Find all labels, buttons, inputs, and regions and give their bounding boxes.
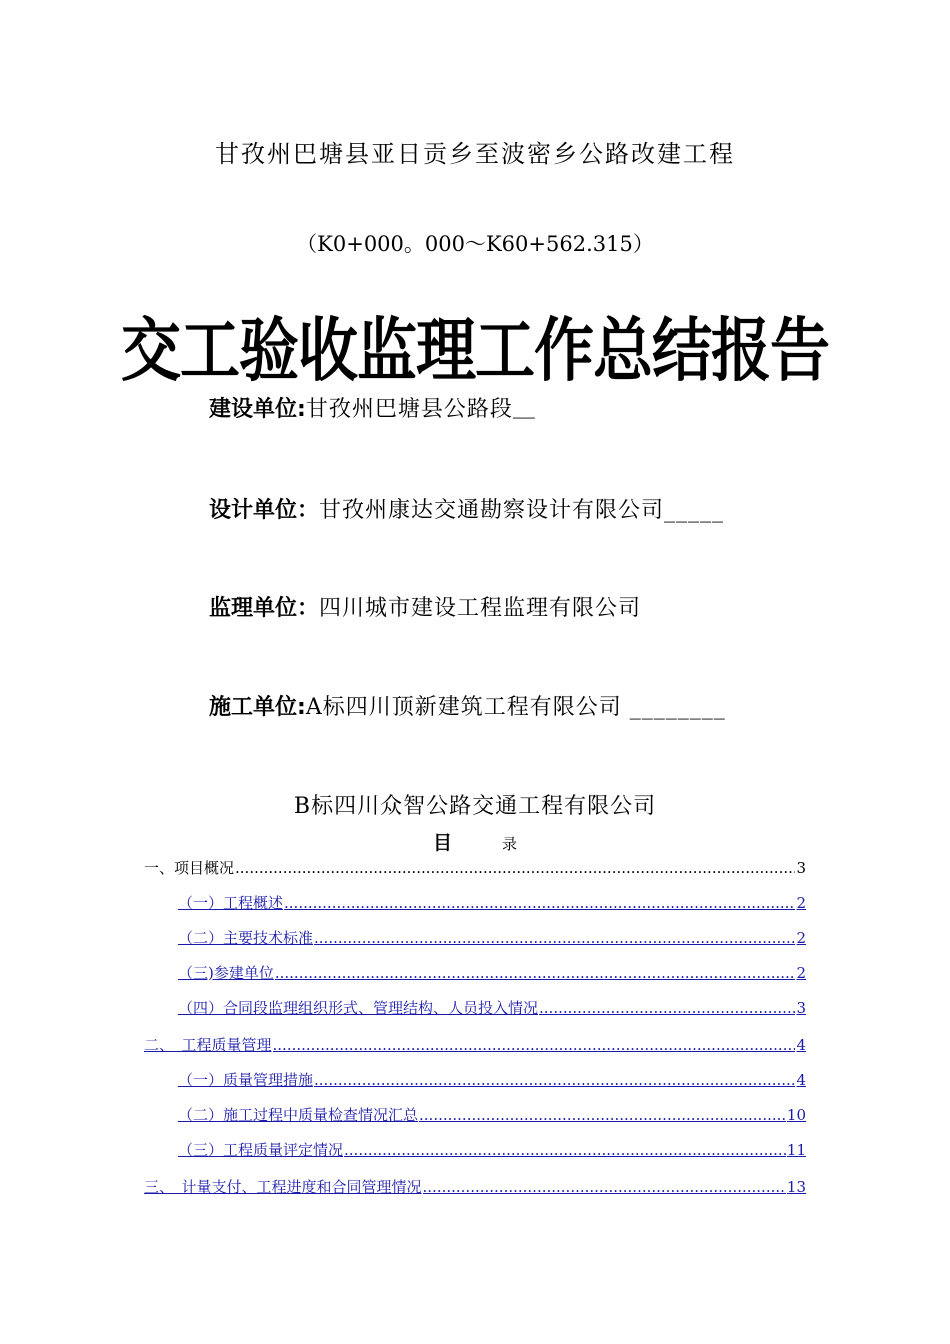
toc-entry-page: 2	[796, 964, 806, 982]
supervision-unit-row	[209, 591, 641, 622]
toc-entry-text: （一）质量管理措施	[178, 1071, 314, 1089]
design-unit-row	[209, 493, 724, 524]
toc-entry-text: （二）主要技术标准	[178, 929, 314, 947]
design-unit-label: 设计单位：	[209, 498, 320, 523]
toc-entry-page: 11	[786, 1141, 806, 1159]
toc-entry-1[interactable]	[144, 857, 806, 877]
build-unit-label: 建设单位:	[209, 397, 306, 422]
design-unit-value: 甘孜州康达交通勘察设计有限公司_____	[319, 498, 725, 523]
toc-entry-2-3[interactable]	[178, 1139, 806, 1159]
toc-entry-text: 二、 工程质量管理	[144, 1036, 272, 1054]
toc-entry-1-3[interactable]	[178, 962, 806, 982]
report-title: 交工验收监理工作总结报告	[121, 310, 829, 392]
toc-entry-1-1[interactable]	[178, 892, 806, 912]
toc-entry-text: （一）工程概述	[178, 894, 284, 912]
toc-entry-page: 3	[796, 859, 806, 877]
toc-entry-page: 13	[786, 1178, 806, 1196]
build-unit-value: 甘孜州巴塘县公路段＿	[305, 397, 536, 422]
toc-entry-2-2[interactable]	[178, 1104, 806, 1124]
toc-entry-text: （三）工程质量评定情况	[178, 1141, 344, 1159]
toc-title-sub: 录	[502, 835, 518, 853]
toc-entry-text: 三、 计量支付、工程进度和合同管理情况	[144, 1178, 422, 1196]
supervision-unit-label: 监理单位：	[209, 596, 320, 621]
toc-entry-page: 2	[796, 929, 806, 947]
toc-entry-1-2[interactable]	[178, 927, 806, 947]
toc-entry-page: 4	[796, 1071, 806, 1089]
toc-title	[0, 828, 950, 855]
toc-entry-text: （四）合同段监理组织形式、管理结构、人员投入情况	[178, 999, 539, 1017]
toc-title-main: 目	[432, 832, 452, 854]
toc-entry-text: （三)参建单位	[178, 964, 274, 982]
b-section-contractor: B标四川众智公路交通工程有限公司	[293, 794, 657, 819]
construction-unit-label: 施工单位:	[209, 695, 306, 720]
construction-unit-value: A标四川顶新建筑工程有限公司 ________	[305, 695, 726, 720]
toc-entry-page: 2	[796, 894, 806, 912]
toc-entry-page: 10	[786, 1106, 806, 1124]
toc-entry-text: 一、项目概况	[144, 859, 235, 877]
build-unit-row	[209, 392, 536, 423]
construction-unit-row	[209, 690, 726, 721]
toc-entry-1-4[interactable]	[178, 997, 806, 1017]
toc-entry-page: 3	[796, 999, 806, 1017]
toc-entry-text: （二）施工过程中质量检查情况汇总	[178, 1106, 419, 1124]
toc-entry-3[interactable]	[144, 1176, 806, 1196]
chainage-range: （K0+000。000～K60+562.315）	[296, 232, 654, 256]
project-title: 甘孜州巴塘县亚日贡乡至波密乡公路改建工程	[215, 140, 735, 168]
toc-entry-page: 4	[796, 1036, 806, 1054]
toc-entry-2-1[interactable]	[178, 1069, 806, 1089]
supervision-unit-value: 四川城市建设工程监理有限公司	[319, 596, 642, 621]
toc-entry-2[interactable]	[144, 1034, 806, 1054]
